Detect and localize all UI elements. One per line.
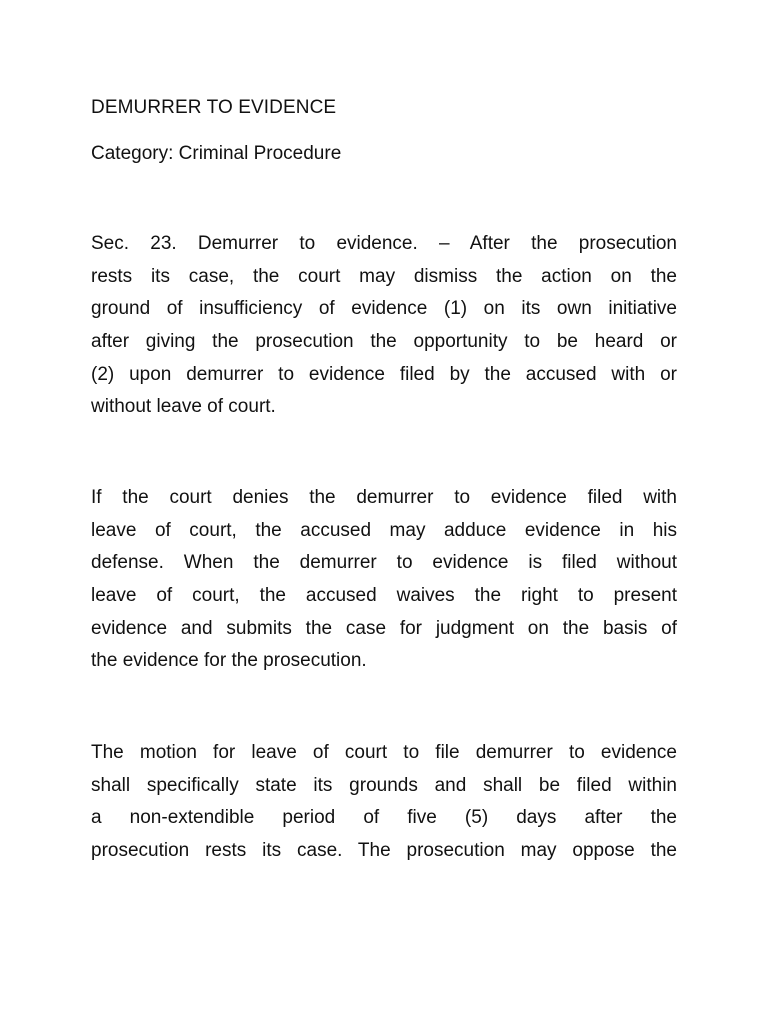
paragraph-line: If the court denies the demurrer to evidence filed with (91, 487, 677, 508)
paragraph-line: shall specifically state its grounds and shall be filed within (91, 774, 677, 796)
paragraph-line: ground of insufficiency of evidence (1) on its own initiative (91, 298, 677, 320)
paragraph-line: a non-extendible period of five (5) days after the (91, 807, 677, 829)
paragraph-line: rests its case, the court may dismiss the action on the (91, 265, 677, 287)
paragraph-line: The motion for leave of court to file demurrer to evidence (91, 742, 677, 763)
paragraph-line: leave of court, the accused waives the right to present (91, 585, 677, 607)
paragraph-line: without leave of court. (91, 396, 276, 418)
paragraph-line: prosecution rests its case. The prosecution may oppose the (91, 840, 677, 862)
paragraph-denial (91, 482, 677, 678)
paragraph-line: after giving the prosecution the opportunity to be heard or (91, 331, 677, 353)
paragraph-line: the evidence for the prosecution. (91, 650, 367, 672)
paragraph-section-23 (91, 228, 677, 424)
paragraph-line: Sec. 23. Demurrer to evidence. – After the prosecution (91, 233, 677, 254)
paragraph-line: defense. When the demurrer to evidence is filed without (91, 552, 677, 574)
paragraph-line: (2) upon demurrer to evidence filed by the accused with or (91, 363, 677, 385)
document-category: Category: Criminal Procedure (91, 143, 342, 164)
paragraph-line: evidence and submits the case for judgment on the basis of (91, 617, 677, 639)
document-title: DEMURRER TO EVIDENCE (91, 97, 337, 118)
paragraph-motion (91, 737, 677, 868)
paragraph-line: leave of court, the accused may adduce evidence in his (91, 519, 677, 541)
